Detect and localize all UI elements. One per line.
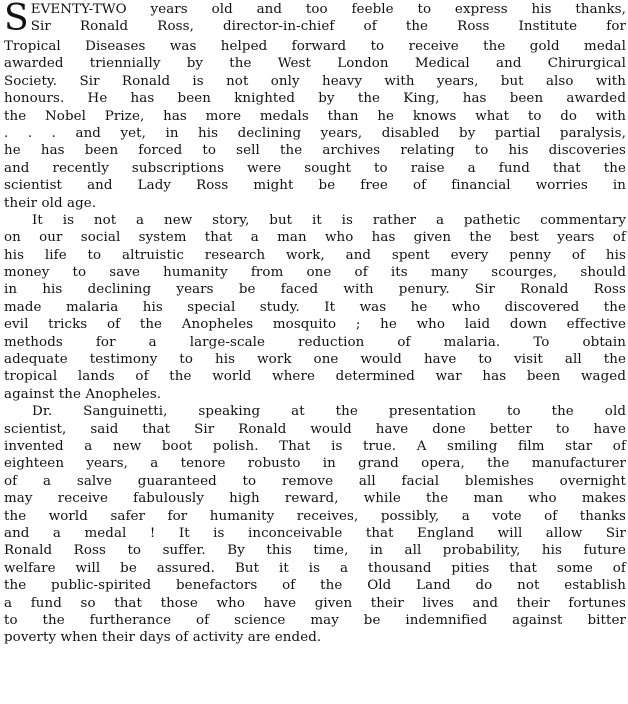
text-line: EVENTY-TWO years old and too feeble to express his thanks, [30,2,626,17]
article [4,1,626,647]
text-line: welfare will be assured. But it is a thousand pities that some of [4,560,626,576]
text-line: Dr. Sanguinetti, speaking at the presentation to the old [32,404,626,420]
text-line: their old age. [4,195,97,211]
text-line: adequate testimony to his work one would have to visit all the [4,352,626,368]
text-line: the world safer for humanity receives, possibly, a vote of thanks [4,508,626,524]
text-line: may receive fabulously high reward, while the man who makes [4,491,626,507]
text-line: and recently subscriptions were sought to raise a fund that the [4,160,626,176]
text-line: honours. He has been knighted by the King, has been awarded [4,91,626,107]
text-line: evil tricks of the Anopheles mosquito ; he who laid down effective [4,317,626,333]
text-line: of a salve guaranteed to remove all facial blemishes overnight [4,473,626,489]
text-line: the public-spirited benefactors of the Old Land do not establish [4,578,626,594]
text-line: Sir Ronald Ross, director-in-chief of the Ross Institute for [30,19,626,35]
text-line: . . . and yet, in his declining years, disabled by partial paralysis, [4,125,626,141]
paragraph-1 [4,1,626,212]
text-line: on our social system that a man who has given the best years of [4,230,626,246]
paragraph-3 [4,403,626,646]
text-line: to the furtherance of science may be indemnified against bitter [4,612,626,628]
text-line: made malaria his special study. It was he who discovered the [4,299,626,315]
text-line: Society. Sir Ronald is not only heavy with years, but also with [4,73,626,89]
text-line: awarded triennially by the West London Medical and Chirurgical [4,56,626,72]
text-line: Tropical Diseases was helped forward to receive the gold medal [4,39,626,54]
text-line: scientist, said that Sir Ronald would have done better to have [4,421,626,437]
paragraph-2 [4,212,626,403]
text-line: invented a new boot polish. That is true. A smiling film star of [4,438,626,454]
text-line: the Nobel Prize, has more medals than he knows what to do with [4,108,626,124]
text-line: poverty when their days of activity are ended. [4,630,322,646]
text-line: tropical lands of the world where determined war has been waged [4,369,626,385]
text-line: eighteen years, a tenore robusto in grand opera, the manufacturer [4,456,626,472]
drop-cap: S [4,0,29,39]
text-line: against the Anopheles. [4,386,162,402]
text-line: and a medal ! It is inconceivable that England will allow Sir [4,525,626,541]
text-line: a fund so that those who have given their lives and their fortunes [4,595,626,611]
text-line: money to save humanity from one of its many scourges, should [4,265,626,281]
text-line: in his declining years be faced with penury. Sir Ronald Ross [4,282,626,298]
text-line: his life to altruistic research work, and spent every penny of his [4,247,626,263]
text-line: scientist and Lady Ross might be free of financial worries in [4,178,626,194]
text-line: Ronald Ross to suffer. By this time, in all probability, his future [4,543,626,559]
text-line: It is not a new story, but it is rather a pathetic commentary [32,212,626,228]
text-line: he has been forced to sell the archives relating to his discoveries [4,143,626,159]
text-line: methods for a large-scale reduction of malaria. To obtain [4,334,626,350]
